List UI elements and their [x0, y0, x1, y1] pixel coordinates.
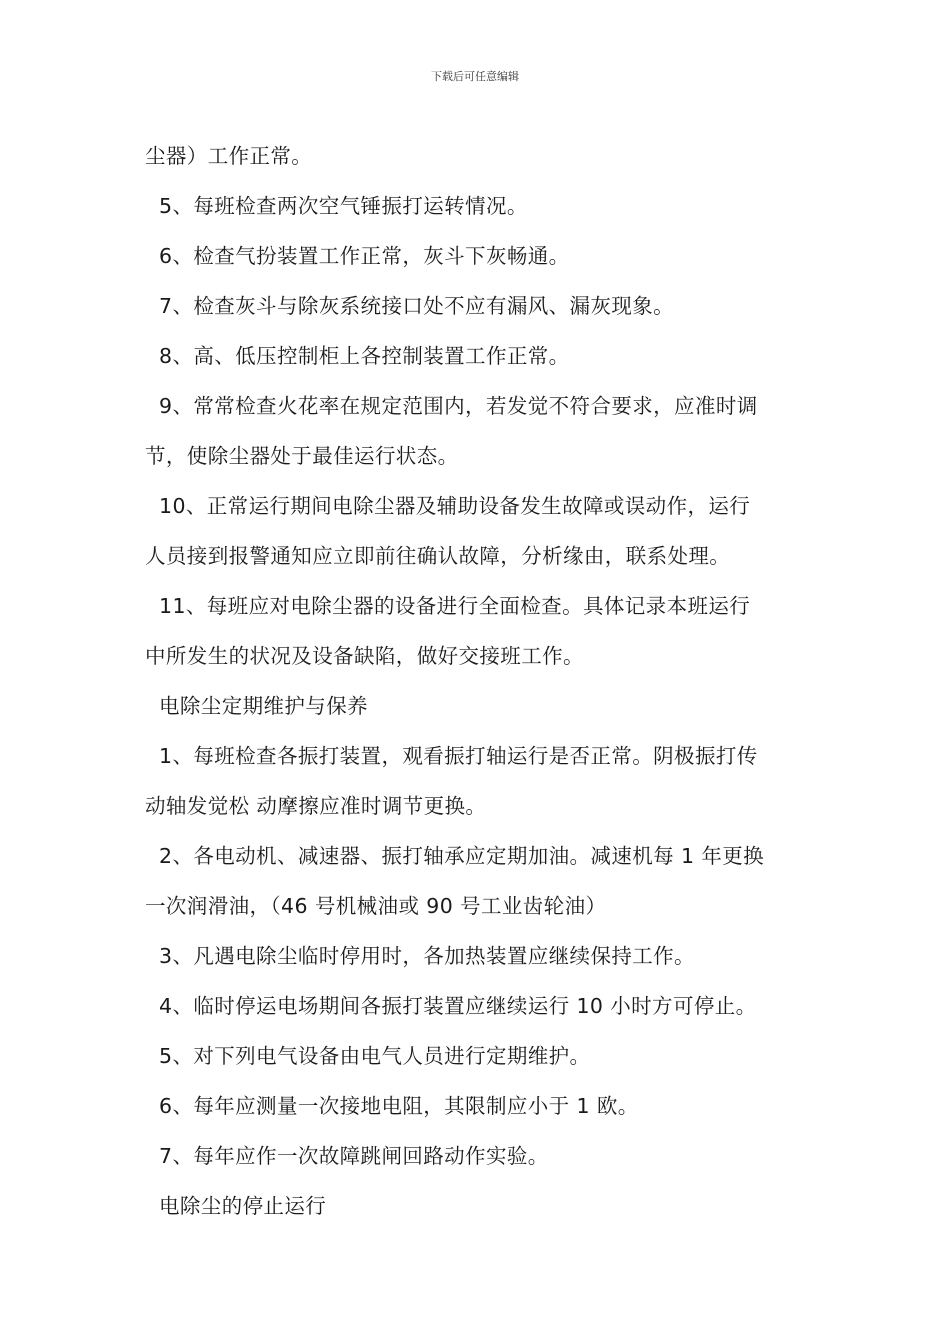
text-line: 10、正常运行期间电除尘器及辅助设备发生故障或误动作，运行 — [159, 494, 751, 518]
text-line: 尘器）工作正常。 — [145, 144, 313, 168]
text-line: 5、每班检查两次空气锤振打运转情况。 — [159, 194, 528, 218]
text-line: 电除尘定期维护与保养 — [159, 694, 368, 718]
text-line: 一次润滑油，（46 号机械油或 90 号工业齿轮油） — [145, 894, 607, 918]
text-line: 2、各电动机、减速器、振打轴承应定期加油。减速机每 1 年更换 — [159, 844, 765, 868]
text-line: 节，使除尘器处于最佳运行状态。 — [145, 444, 459, 468]
text-line: 6、每年应测量一次接地电阻，其限制应小于 1 欧。 — [159, 1094, 639, 1118]
text-line: 3、凡遇电除尘临时停用时，各加热装置应继续保持工作。 — [159, 944, 695, 968]
document-body — [145, 131, 815, 1231]
text-line: 5、对下列电气设备由电气人员进行定期维护。 — [159, 1044, 591, 1068]
text-line: 11、每班应对电除尘器的设备进行全面检查。具体记录本班运行 — [159, 594, 751, 618]
text-line: 1、每班检查各振打装置，观看振打轴运行是否正常。阴极振打传 — [159, 744, 758, 768]
text-line: 6、检查气扮装置工作正常，灰斗下灰畅通。 — [159, 244, 570, 268]
text-line: 4、临时停运电场期间各振打装置应继续运行 10 小时方可停止。 — [159, 994, 757, 1018]
text-line: 7、检查灰斗与除灰系统接口处不应有漏风、漏灰现象。 — [159, 294, 675, 318]
text-line: 动轴发觉松 动摩擦应准时调节更换。 — [145, 794, 487, 818]
text-line: 中所发生的状况及设备缺陷，做好交接班工作。 — [145, 644, 584, 668]
text-line: 7、每年应作一次故障跳闸回路动作实验。 — [159, 1144, 549, 1168]
text-line: 人员接到报警通知应立即前往确认故障，分析缘由，联系处理。 — [145, 544, 731, 568]
text-line: 9、常常检查火花率在规定范围内，若发觉不符合要求，应准时调 — [159, 394, 758, 418]
text-line: 8、高、低压控制柜上各控制装置工作正常。 — [159, 344, 570, 368]
text-line: 电除尘的停止运行 — [159, 1194, 327, 1218]
page-header: 下载后可任意编辑 — [431, 70, 519, 83]
